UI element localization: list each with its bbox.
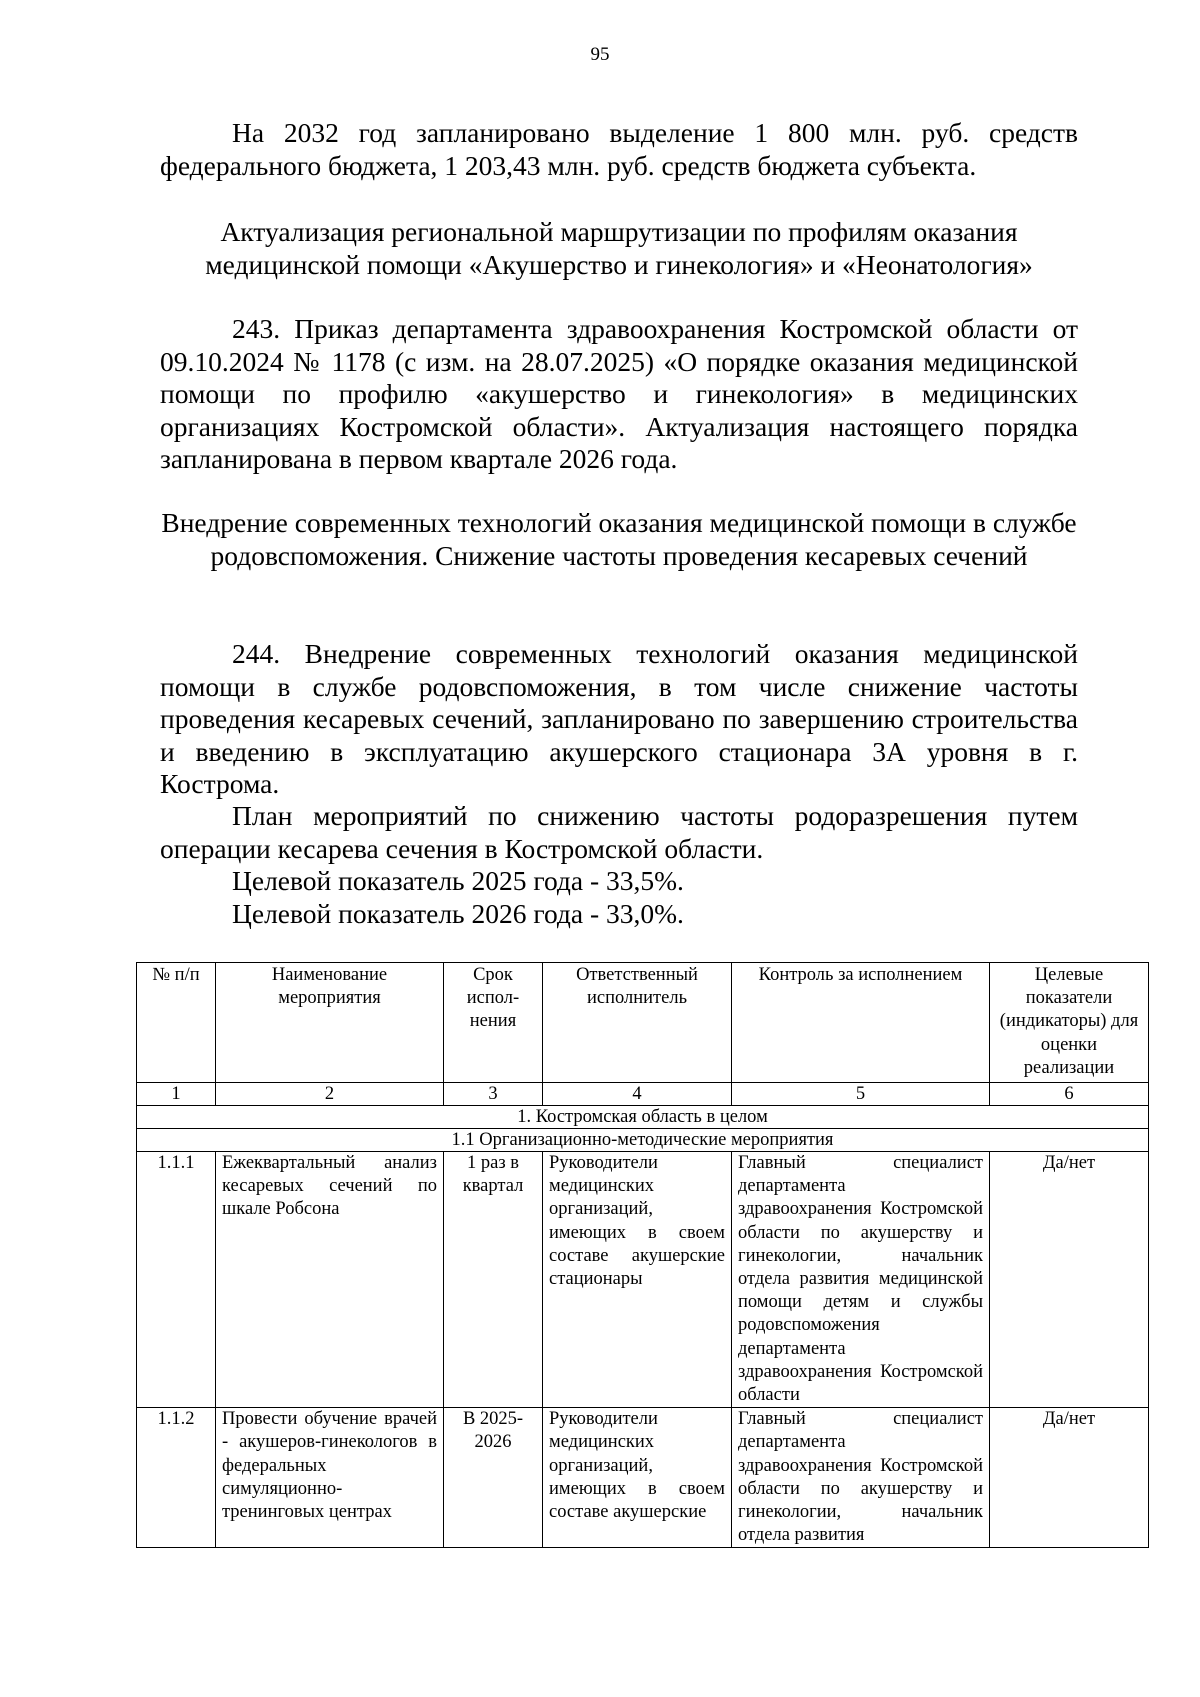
header-indicators: Целевые показатели (индикаторы) для оценки реализации	[990, 963, 1149, 1083]
page-number: 95	[590, 44, 610, 65]
row-indicator: Да/нет	[990, 1408, 1149, 1548]
target-2025: Целевой показатель 2025 года - 33,5%.	[232, 865, 684, 896]
row-executor: Руководители медицинских организаций, имеющих в своем составе акушерские стационары	[543, 1152, 732, 1408]
section-title: 1. Костромская область в целом	[137, 1106, 1149, 1129]
col-number: 6	[990, 1083, 1149, 1106]
header-executor: Ответственный исполнитель	[543, 963, 732, 1083]
col-number: 2	[216, 1083, 444, 1106]
col-number: 4	[543, 1083, 732, 1106]
paragraph-243: 243. Приказ департамента здравоохранения Костромской области от 09.10.2024 № 1178 (с изм. на 28.07.2025) «О порядке оказания медицинской помощи по профилю «акушерство и гинекология» в медицинских организациях Костромской области». Актуализация настоящего порядка запланирована в первом квартале 2026 года.	[160, 313, 1078, 474]
header-name: Наименование мероприятия	[216, 963, 444, 1083]
paragraph-funding-2032: На 2032 год запланировано выделение 1 800 млн. руб. средств федерального бюджета, 1 203,43 млн. руб. средств бюджета субъекта.	[160, 117, 1078, 181]
table-row	[137, 1408, 1149, 1548]
section-row	[137, 1106, 1149, 1129]
heading-modern-technologies: Внедрение современных технологий оказания медицинской помощи в службе родовспоможения. Снижение частоты проведения кесаревых сечений	[161, 507, 1077, 571]
col-number: 3	[444, 1083, 543, 1106]
row-term: В 2025-2026	[444, 1408, 543, 1548]
subsection-row	[137, 1129, 1149, 1152]
row-term: 1 раз в квартал	[444, 1152, 543, 1408]
plan-line: План мероприятий по снижению частоты родоразрешения путем операции кесарева сечения в Костромской области.	[160, 800, 1078, 864]
row-executor: Руководители медицинских организаций, имеющих в своем составе акушерские	[543, 1408, 732, 1548]
action-plan-table	[136, 962, 1149, 1548]
column-number-row	[137, 1083, 1149, 1106]
header-no: № п/п	[137, 963, 216, 1083]
target-2026: Целевой показатель 2026 года - 33,0%.	[232, 897, 684, 929]
col-number: 1	[137, 1083, 216, 1106]
table-row	[137, 1152, 1149, 1408]
table-header-row	[137, 963, 1149, 1083]
row-control: Главный специалист департамента здравоохранения Костромской области по акушерству и гинекологии, начальник отдела развития	[732, 1408, 990, 1548]
subsection-title: 1.1 Организационно-методические мероприятия	[137, 1129, 1149, 1152]
header-control: Контроль за исполнением	[732, 963, 990, 1083]
row-name: Ежеквартальный анализ кесаревых сечений по шкале Робсона	[216, 1152, 444, 1408]
row-control: Главный специалист департамента здравоохранения Костромской области по акушерству и гинекологии, начальник отдела развития медицинской помощи детям и службы родовспоможения департамента здравоохранения Костромской области	[732, 1152, 990, 1408]
row-no: 1.1.2	[137, 1408, 216, 1548]
row-name: Провести обучение врачей - акушеров-гинекологов в федеральных симуляционно-тренинговых центрах	[216, 1408, 444, 1548]
plan-block	[160, 800, 1078, 930]
row-no: 1.1.1	[137, 1152, 216, 1408]
col-number: 5	[732, 1083, 990, 1106]
paragraph-244: 244. Внедрение современных технологий оказания медицинской помощи в службе родовспоможения, в том числе снижение частоты проведения кесаревых сечений, запланировано по завершению строительства и введению в эксплуатацию акушерского стационара 3А уровня в г. Кострома.	[160, 638, 1078, 799]
header-term: Срок испол-нения	[444, 963, 543, 1083]
heading-routing-update: Актуализация региональной маршрутизации по профилям оказания медицинской помощи «Акушерство и гинекология» и «Неонатология»	[205, 216, 1033, 280]
row-indicator: Да/нет	[990, 1152, 1149, 1408]
